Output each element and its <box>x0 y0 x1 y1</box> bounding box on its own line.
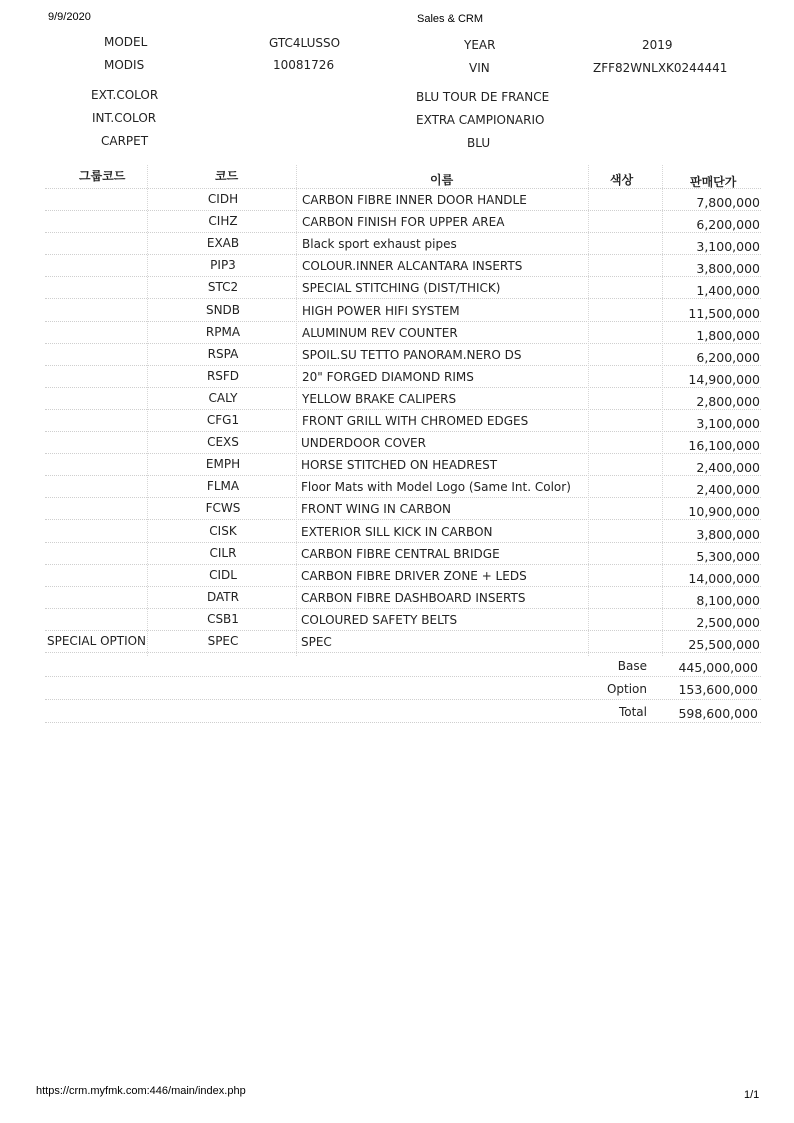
row-code: CIDH <box>207 192 239 206</box>
row-code: CIHZ <box>208 214 238 229</box>
row-name: SPEC <box>301 635 332 649</box>
row-name: COLOURED SAFETY BELTS <box>301 612 458 627</box>
row-price: 2,400,000 <box>696 482 760 498</box>
model-value: GTC4LUSSO <box>269 36 341 50</box>
row-name: CARBON FINISH FOR UPPER AREA <box>302 215 505 230</box>
row-divider <box>45 210 761 211</box>
row-name: CARBON FIBRE CENTRAL BRIDGE <box>301 546 500 561</box>
row-code: CILR <box>209 545 237 560</box>
row-divider <box>45 519 761 520</box>
row-price: 14,000,000 <box>688 570 760 586</box>
row-code: RSFD <box>206 368 240 383</box>
row-price: 3,800,000 <box>696 526 760 542</box>
print-date: 9/9/2020 <box>48 11 91 23</box>
row-divider <box>45 542 761 543</box>
row-price: 1,400,000 <box>696 283 760 299</box>
totals-divider <box>45 676 761 677</box>
row-price: 2,400,000 <box>696 460 760 476</box>
row-name: EXTERIOR SILL KICK IN CARBON <box>301 524 493 539</box>
model-label: MODEL <box>104 35 148 49</box>
row-name: 20" FORGED DIAMOND RIMS <box>302 369 474 384</box>
row-code: EMPH <box>205 457 241 472</box>
modis-label: MODIS <box>104 58 145 72</box>
row-code: RSPA <box>207 346 239 361</box>
row-code: EXAB <box>206 236 240 251</box>
row-divider <box>45 387 761 388</box>
carpet-value: BLU <box>467 136 491 150</box>
row-code: SPEC <box>207 634 239 648</box>
row-divider <box>45 564 761 565</box>
row-divider <box>45 321 761 322</box>
header-price: 판매단가 <box>690 175 737 189</box>
row-divider <box>45 276 761 277</box>
modis-value: 10081726 <box>273 58 335 72</box>
base-label: Base <box>617 659 647 673</box>
carpet-label: CARPET <box>101 134 149 148</box>
row-price: 3,100,000 <box>696 416 760 431</box>
row-divider <box>45 497 761 498</box>
row-divider <box>45 409 761 410</box>
row-price: 8,100,000 <box>696 592 760 608</box>
row-price: 7,800,000 <box>696 195 760 210</box>
header-code: 코드 <box>215 169 239 183</box>
vin-value: ZFF82WNLXK0244441 <box>593 61 728 75</box>
row-code: CISK <box>209 523 237 538</box>
ext-color-value: BLU TOUR DE FRANCE <box>416 90 550 104</box>
row-name: CARBON FIBRE DASHBOARD INSERTS <box>301 590 526 605</box>
row-divider <box>45 431 761 432</box>
row-price: 5,300,000 <box>696 548 760 564</box>
option-label: Option <box>606 682 647 696</box>
row-price: 16,100,000 <box>688 438 760 454</box>
row-code: STC2 <box>207 280 239 295</box>
row-price: 6,200,000 <box>696 349 760 365</box>
row-name: UNDERDOOR COVER <box>301 436 426 451</box>
row-divider <box>45 475 761 476</box>
row-code: CSB1 <box>207 611 239 626</box>
row-divider <box>45 254 761 255</box>
row-price: 2,500,000 <box>696 614 760 630</box>
row-name: COLOUR.INNER ALCANTARA INSERTS <box>302 259 523 274</box>
page-number: 1/1 <box>744 1089 760 1101</box>
year-label: YEAR <box>464 38 496 52</box>
row-divider <box>45 232 761 233</box>
row-divider <box>45 586 761 587</box>
row-name: CARBON FIBRE INNER DOOR HANDLE <box>302 193 527 207</box>
print-url: https://crm.myfmk.com:446/main/index.php <box>36 1085 246 1097</box>
int-color-value: EXTRA CAMPIONARIO <box>416 113 545 127</box>
row-name: Floor Mats with Model Logo (Same Int. Color) <box>301 480 571 495</box>
row-divider <box>45 298 761 299</box>
row-price: 2,800,000 <box>696 393 760 409</box>
row-price: 11,500,000 <box>688 305 760 321</box>
row-price: 3,800,000 <box>696 261 760 277</box>
row-price: 6,200,000 <box>696 217 760 233</box>
row-price: 3,100,000 <box>696 239 760 255</box>
row-code: CFG1 <box>206 413 240 427</box>
row-code: CIDL <box>209 567 237 582</box>
row-code: DATR <box>207 589 239 604</box>
total-value: 598,600,000 <box>678 706 758 721</box>
total-label: Total <box>618 705 647 719</box>
row-code: FLMA <box>206 479 240 494</box>
row-code: CALY <box>208 390 238 405</box>
row-price: 10,900,000 <box>688 504 760 520</box>
row-divider <box>45 365 761 366</box>
row-code: FCWS <box>205 501 241 516</box>
row-code: SNDB <box>205 302 241 317</box>
row-group-code: SPECIAL OPTION <box>47 634 147 648</box>
row-name: HIGH POWER HIFI SYSTEM <box>302 303 460 318</box>
row-name: Black sport exhaust pipes <box>302 237 457 252</box>
row-divider <box>45 608 761 609</box>
column-divider <box>296 165 297 656</box>
row-name: FRONT GRILL WITH CHROMED EDGES <box>302 414 529 428</box>
row-price: 25,500,000 <box>688 637 760 652</box>
row-price: 1,800,000 <box>696 327 760 343</box>
header-name: 이름 <box>430 173 454 187</box>
row-divider <box>45 453 761 454</box>
row-name: SPOIL.SU TETTO PANORAM.NERO DS <box>302 347 522 362</box>
base-value: 445,000,000 <box>678 660 758 675</box>
row-name: YELLOW BRAKE CALIPERS <box>302 391 457 406</box>
row-name: SPECIAL STITCHING (DIST/THICK) <box>302 281 501 296</box>
column-divider <box>147 165 148 656</box>
row-code: CEXS <box>207 435 239 450</box>
row-name: HORSE STITCHED ON HEADREST <box>301 458 498 473</box>
totals-divider <box>45 722 761 723</box>
year-value: 2019 <box>642 38 673 52</box>
row-divider <box>45 630 761 631</box>
row-price: 14,900,000 <box>688 371 760 387</box>
vin-label: VIN <box>469 61 490 75</box>
row-name: ALUMINUM REV COUNTER <box>302 325 458 340</box>
totals-divider <box>45 699 761 700</box>
print-title: Sales & CRM <box>417 13 484 25</box>
header-divider <box>45 188 761 189</box>
row-divider <box>45 343 761 344</box>
row-divider <box>45 652 761 653</box>
row-code: RPMA <box>205 324 241 339</box>
row-name: FRONT WING IN CARBON <box>301 502 451 517</box>
ext-color-label: EXT.COLOR <box>91 88 159 102</box>
header-color: 색상 <box>610 173 634 187</box>
row-code: PIP3 <box>210 258 236 273</box>
int-color-label: INT.COLOR <box>92 111 157 125</box>
row-name: CARBON FIBRE DRIVER ZONE + LEDS <box>301 568 527 583</box>
header-group-code: 그룹코드 <box>79 169 126 183</box>
option-value: 153,600,000 <box>678 682 758 697</box>
